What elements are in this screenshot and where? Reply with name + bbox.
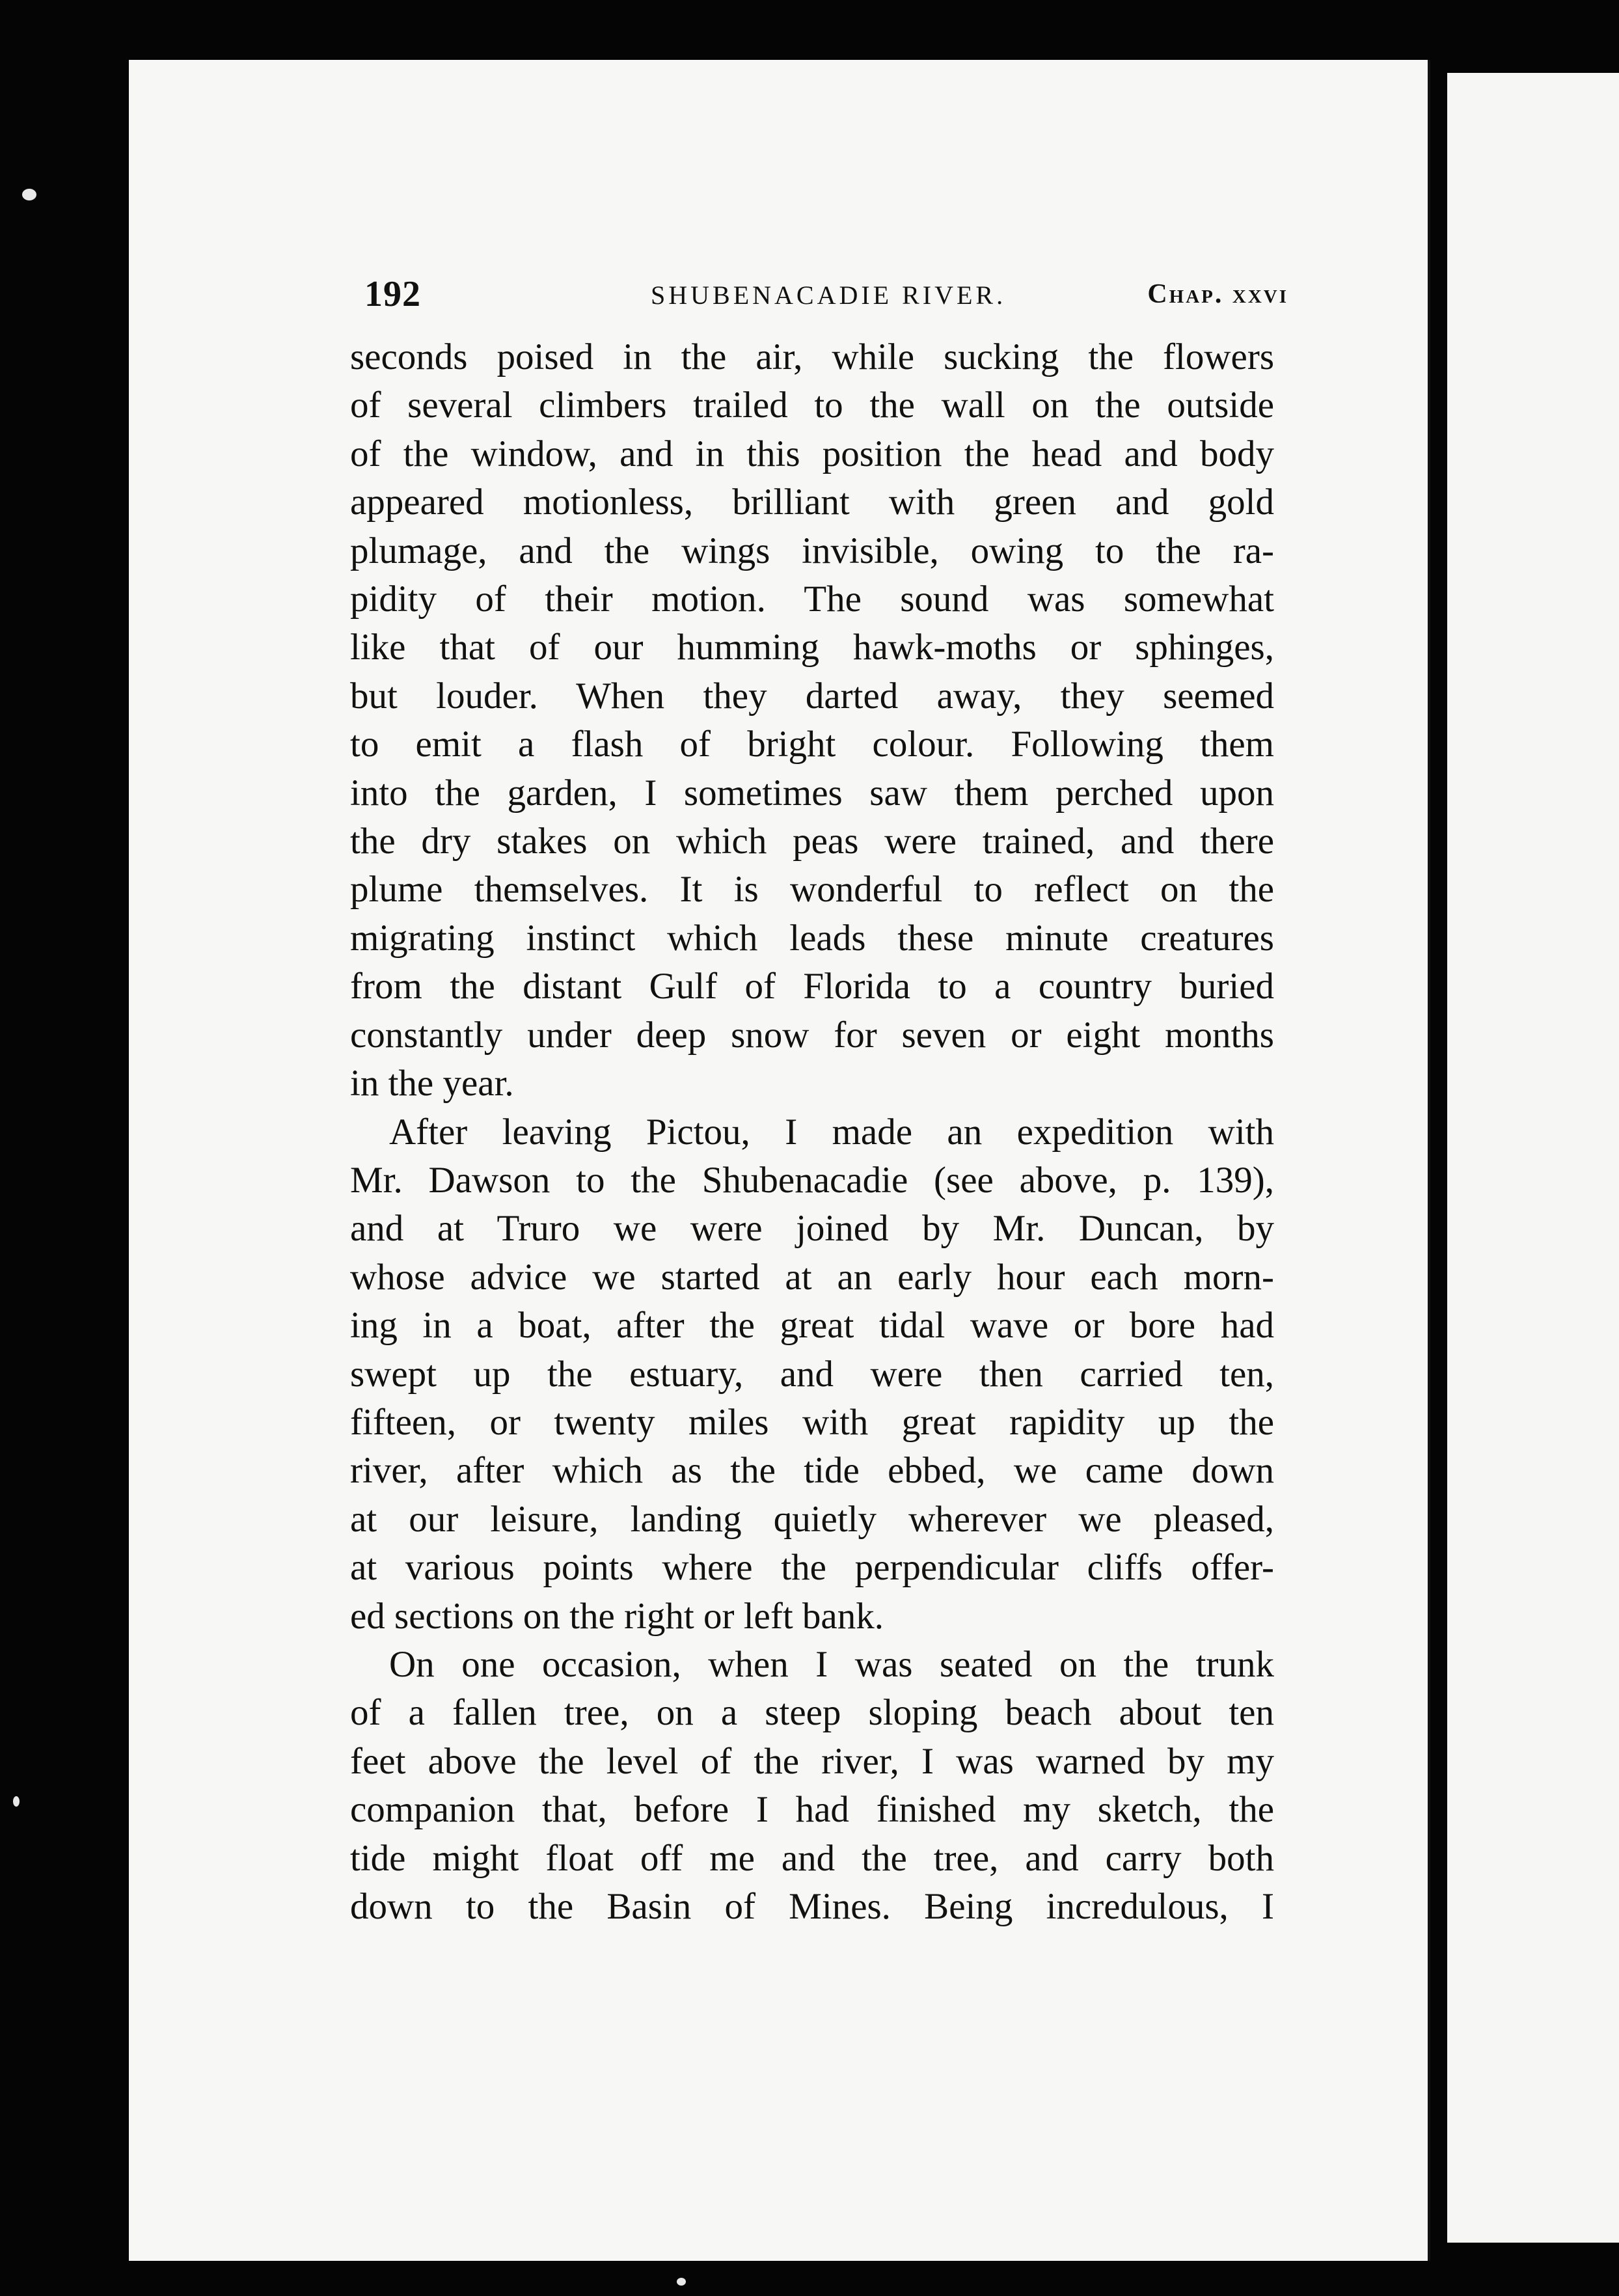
text-line: plume themselves. It is wonderful to reflect on the [350, 869, 1274, 910]
text-line: to emit a flash of bright colour. Following them [350, 724, 1274, 765]
adjacent-page-edge [1447, 73, 1619, 2243]
text-line: ing in a boat, after the great tidal wave or bore had [350, 1305, 1274, 1346]
text-line: but louder. When they darted away, they seemed [350, 675, 1274, 717]
scan-speck [677, 2278, 686, 2286]
text-line: at various points where the perpendicular cliffs offer- [350, 1547, 1274, 1589]
page-number: 192 [364, 274, 421, 314]
body-text [350, 333, 1274, 1931]
paragraph [350, 1641, 1274, 1931]
text-line: the dry stakes on which peas were trained, and there [350, 821, 1274, 862]
scan-speck [13, 1796, 20, 1807]
text-line: whose advice we started at an early hour each morn- [350, 1256, 1274, 1298]
paragraph [350, 1108, 1274, 1641]
text-line: river, after which as the tide ebbed, we came down [350, 1450, 1274, 1492]
scan-speck [22, 189, 36, 200]
text-line: feet above the level of the river, I was warned by my [350, 1740, 1274, 1782]
text-line: tide might float off me and the tree, and carry both [350, 1837, 1274, 1879]
text-line: of a fallen tree, on a steep sloping beach about ten [350, 1692, 1274, 1734]
text-line: of the window, and in this position the head and body [350, 433, 1274, 474]
text-line: and at Truro we were joined by Mr. Duncan, by [350, 1208, 1274, 1250]
text-line: constantly under deep snow for seven or eight months [350, 1014, 1274, 1056]
text-line: down to the Basin of Mines. Being incredulous, I [350, 1886, 1274, 1927]
text-line: seconds poised in the air, while sucking the flowers [350, 336, 1274, 377]
text-line: ed sections on the right or left bank. [350, 1595, 884, 1637]
text-line: On one occasion, when I was seated on the trunk [389, 1643, 1274, 1685]
text-line: pidity of their motion. The sound was somewhat [350, 579, 1274, 620]
running-head [364, 273, 1288, 319]
text-line: Mr. Dawson to the Shubenacadie (see above, p. 139), [350, 1159, 1274, 1201]
text-line: like that of our humming hawk-moths or sphinges, [350, 627, 1274, 668]
text-line: at our leisure, landing quietly wherever we pleased, [350, 1498, 1274, 1540]
text-line: swept up the estuary, and were then carried ten, [350, 1353, 1274, 1395]
text-line: After leaving Pictou, I made an expedition with [389, 1111, 1274, 1153]
text-line: plumage, and the wings invisible, owing to the ra- [350, 530, 1274, 571]
text-line: of several climbers trailed to the wall on the outside [350, 385, 1274, 426]
chapter-reference: Chap. xxvi [1147, 279, 1288, 309]
running-title: SHUBENACADIE RIVER. [651, 280, 1007, 310]
text-line: in the year. [350, 1063, 514, 1104]
text-line: into the garden, I sometimes saw them perched upon [350, 772, 1274, 813]
text-line: from the distant Gulf of Florida to a country buried [350, 966, 1274, 1007]
text-line: fifteen, or twenty miles with great rapidity up the [350, 1401, 1274, 1443]
text-line: migrating instinct which leads these minute creatures [350, 917, 1274, 959]
text-line: appeared motionless, brilliant with green and gold [350, 482, 1274, 523]
paragraph [350, 333, 1274, 1108]
text-line: companion that, before I had finished my sketch, the [350, 1789, 1274, 1831]
